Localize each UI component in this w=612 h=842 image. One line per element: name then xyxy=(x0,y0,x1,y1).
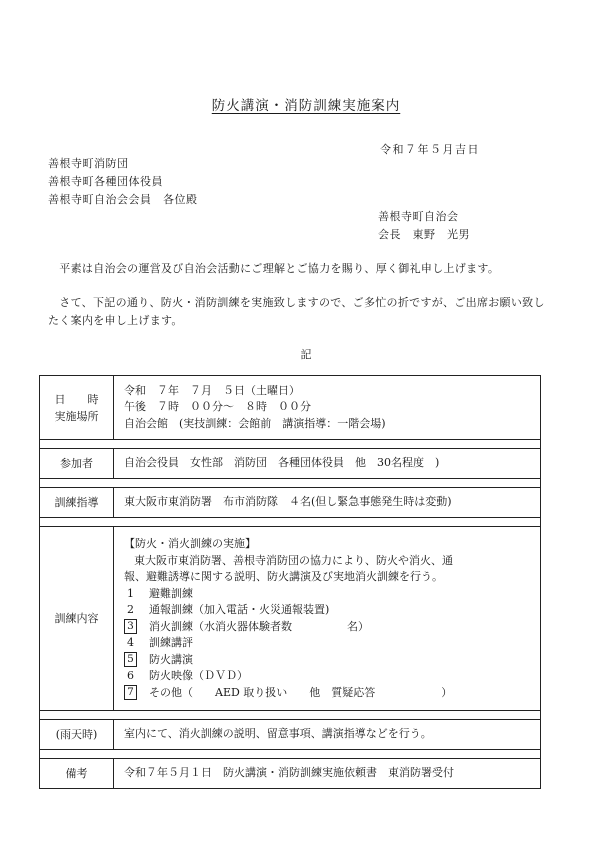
label-participants: 参加者 xyxy=(40,449,114,479)
training-item xyxy=(124,602,540,619)
spacer xyxy=(40,750,541,759)
details-table xyxy=(39,375,541,789)
recipient-2: 善根寺町各種団体役員 xyxy=(48,175,163,188)
item-text: 防火映像（ＤＶＤ） xyxy=(149,669,248,682)
row-notes xyxy=(40,759,541,789)
spacer xyxy=(40,711,541,720)
row-rain xyxy=(40,720,541,750)
item-text: 訓練講評 xyxy=(149,636,193,649)
item-number: 1 xyxy=(127,586,134,600)
body-paragraph-1: 平素は自治会の運営及び自治会活動にご理解とご協力を賜り、厚く御礼申し上げます。 xyxy=(48,262,500,275)
value-notes: 令和７年５月１日 防火講演・消防訓練実施依頼書 東消防署受付 xyxy=(114,759,541,789)
training-item xyxy=(124,586,540,603)
content-heading: 【防火・消火訓練の実施】 xyxy=(124,537,256,550)
spacer xyxy=(40,440,541,449)
value-content xyxy=(114,527,541,711)
spacer xyxy=(40,479,541,488)
recipient-3: 善根寺町自治会会員 各位殿 xyxy=(48,193,198,206)
training-item xyxy=(124,668,540,685)
value-schedule xyxy=(114,376,541,440)
item-number: 2 xyxy=(127,603,134,616)
label-notes: 備考 xyxy=(40,759,114,789)
ki-heading: 記 xyxy=(300,348,312,361)
item-number-checked: 3 xyxy=(124,619,137,634)
training-item xyxy=(124,685,540,702)
value-rain: 室内にて、消火訓練の説明、留意事項、講演指導などを行う。 xyxy=(114,720,541,750)
item-number-checked: 7 xyxy=(124,685,137,700)
schedule-date: 令和 ７年 ７月 ５日（土曜日） xyxy=(124,383,300,397)
item-number: 6 xyxy=(127,669,134,682)
issue-date: 令和７年５月吉日 xyxy=(380,143,480,156)
document-title: 防火講演・消防訓練実施案内 xyxy=(211,98,401,114)
spacer xyxy=(40,518,541,527)
item-text: その他（ AED 取り扱い 他 質疑応答 ） xyxy=(149,685,453,699)
training-item xyxy=(124,635,540,652)
sender-org: 善根寺町自治会 xyxy=(378,210,459,223)
sender-name: 会長 東野 光男 xyxy=(378,228,470,241)
row-instructor xyxy=(40,488,541,518)
body-paragraph-2: さて、下記の通り、防火・消防訓練を実施致しますので、ご多忙の折ですが、ご出席お願い致したく案内を申し上げます。 xyxy=(48,296,545,327)
item-text: 避難訓練 xyxy=(149,586,193,600)
value-instructor: 東大阪市東消防署 布市消防隊 ４名(但し緊急事態発生時は変動) xyxy=(114,488,541,518)
label-content: 訓練内容 xyxy=(40,527,114,711)
item-number: 4 xyxy=(127,636,134,649)
label-schedule xyxy=(40,376,114,440)
row-content xyxy=(40,527,541,711)
label-venue: 実施場所 xyxy=(54,409,99,423)
item-text: 防火講演 xyxy=(149,652,193,666)
value-participants: 自治会役員 女性部 消防団 各種団体役員 他 30名程度 ) xyxy=(114,449,541,479)
item-text: 消火訓練（水消火器体験者数 名） xyxy=(149,619,369,633)
recipient-1: 善根寺町消防団 xyxy=(48,157,129,170)
schedule-venue: 自治会館 (実技訓練：会館前 講演指導：一階会場) xyxy=(124,416,386,430)
schedule-time: 午後 ７時 ００分～ ８時 ００分 xyxy=(124,400,311,414)
content-desc-2: 報、避難誘導に関する説明、防火講演及び実地消火訓練を行う。 xyxy=(124,570,443,583)
content-items xyxy=(124,586,540,702)
item-number-checked: 5 xyxy=(124,652,137,667)
content-desc-1: 東大阪市東消防署、善根寺消防団の協力により、防火や消火、通 xyxy=(134,553,453,567)
row-schedule xyxy=(40,376,541,440)
training-item xyxy=(124,652,540,669)
training-item xyxy=(124,619,540,636)
label-instructor: 訓練指導 xyxy=(40,488,114,518)
row-participants xyxy=(40,449,541,479)
item-text: 通報訓練（加入電話・火災通報装置) xyxy=(149,603,330,616)
label-rain: (雨天時) xyxy=(40,720,114,750)
label-datetime: 日 時 xyxy=(54,392,99,406)
